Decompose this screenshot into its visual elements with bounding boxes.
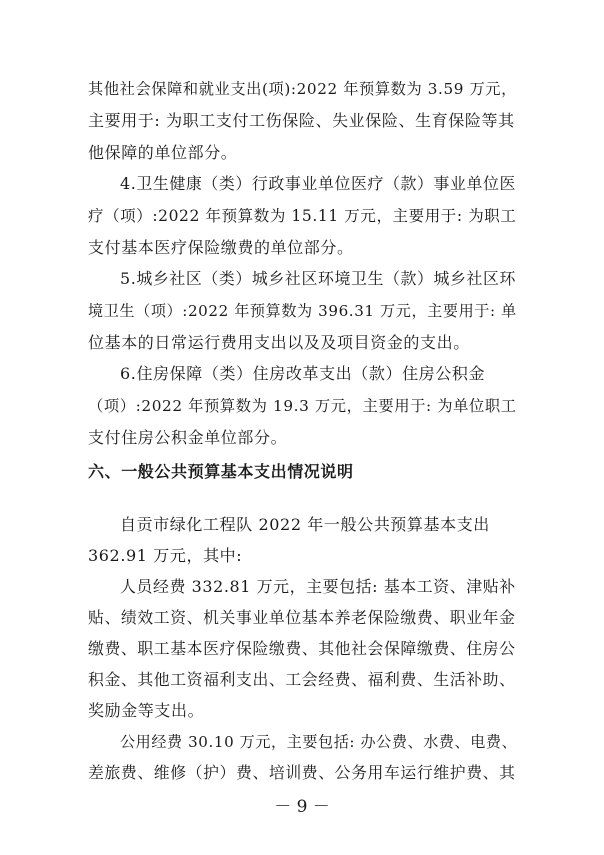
text-line-13: 自贡市绿化工程队 2022 年一般公共预算基本支出 [120,515,490,534]
text-line-18: 积金、其他工资福利支出、工会经费、福利费、生活补助、 [88,670,516,689]
text-line-2: 主要用于: 为职工支付工伤保险、失业保险、生育保险等其 [88,111,515,130]
text-line-14: 362.91 万元，其中: [88,546,243,565]
text-line-7: 5.城乡社区（类）城乡社区环境卫生（款）城乡社区环 [120,269,517,288]
text-line-21: 差旅费、维修（护）费、培训费、公务用车运行维护费、其 [88,763,516,782]
page-number: － 9 － [274,797,330,817]
text-line-1: 其他社会保障和就业支出(项):2022 年预算数为 3.59 万元， [88,80,517,98]
text-line-15: 人员经费 332.81 万元，主要包括: 基本工资、津贴补 [120,577,516,596]
text-line-11: （项）:2022 年预算数为 19.3 万元，主要用于: 为单位职工 [88,397,517,415]
text-line-3: 他保障的单位部分。 [88,143,238,162]
text-line-16: 贴、绩效工资、机关事业单位基本养老保险缴费、职业年金 [88,608,516,627]
text-line-4: 4.卫生健康（类）行政事业单位医疗（款）事业单位医 [120,174,517,193]
text-line-12: 支付住房公积金单位部分。 [88,428,288,447]
text-line-5: 疗（项）:2022 年预算数为 15.11 万元，主要用于: 为职工 [88,207,517,225]
text-line-10: 6.住房保障（类）住房改革支出（款）住房公积金 [120,364,486,383]
text-line-6: 支付基本医疗保险缴费的单位部分。 [88,238,354,257]
text-line-9: 位基本的日常运行费用支出以及及项目资金的支出。 [88,333,470,352]
text-line-20: 公用经费 30.10 万元，主要包括: 办公费、水费、电费、 [120,733,518,751]
text-line-19: 奖励金等支出。 [88,701,205,720]
text-line-17: 缴费、职工基本医疗保险缴费、其他社会保障缴费、住房公 [88,639,516,658]
section-heading: 六、一般公共预算基本支出情况说明 [88,462,354,481]
text-line-8: 境卫生（项）:2022 年预算数为 396.31 万元，主要用于: 单 [88,302,517,320]
